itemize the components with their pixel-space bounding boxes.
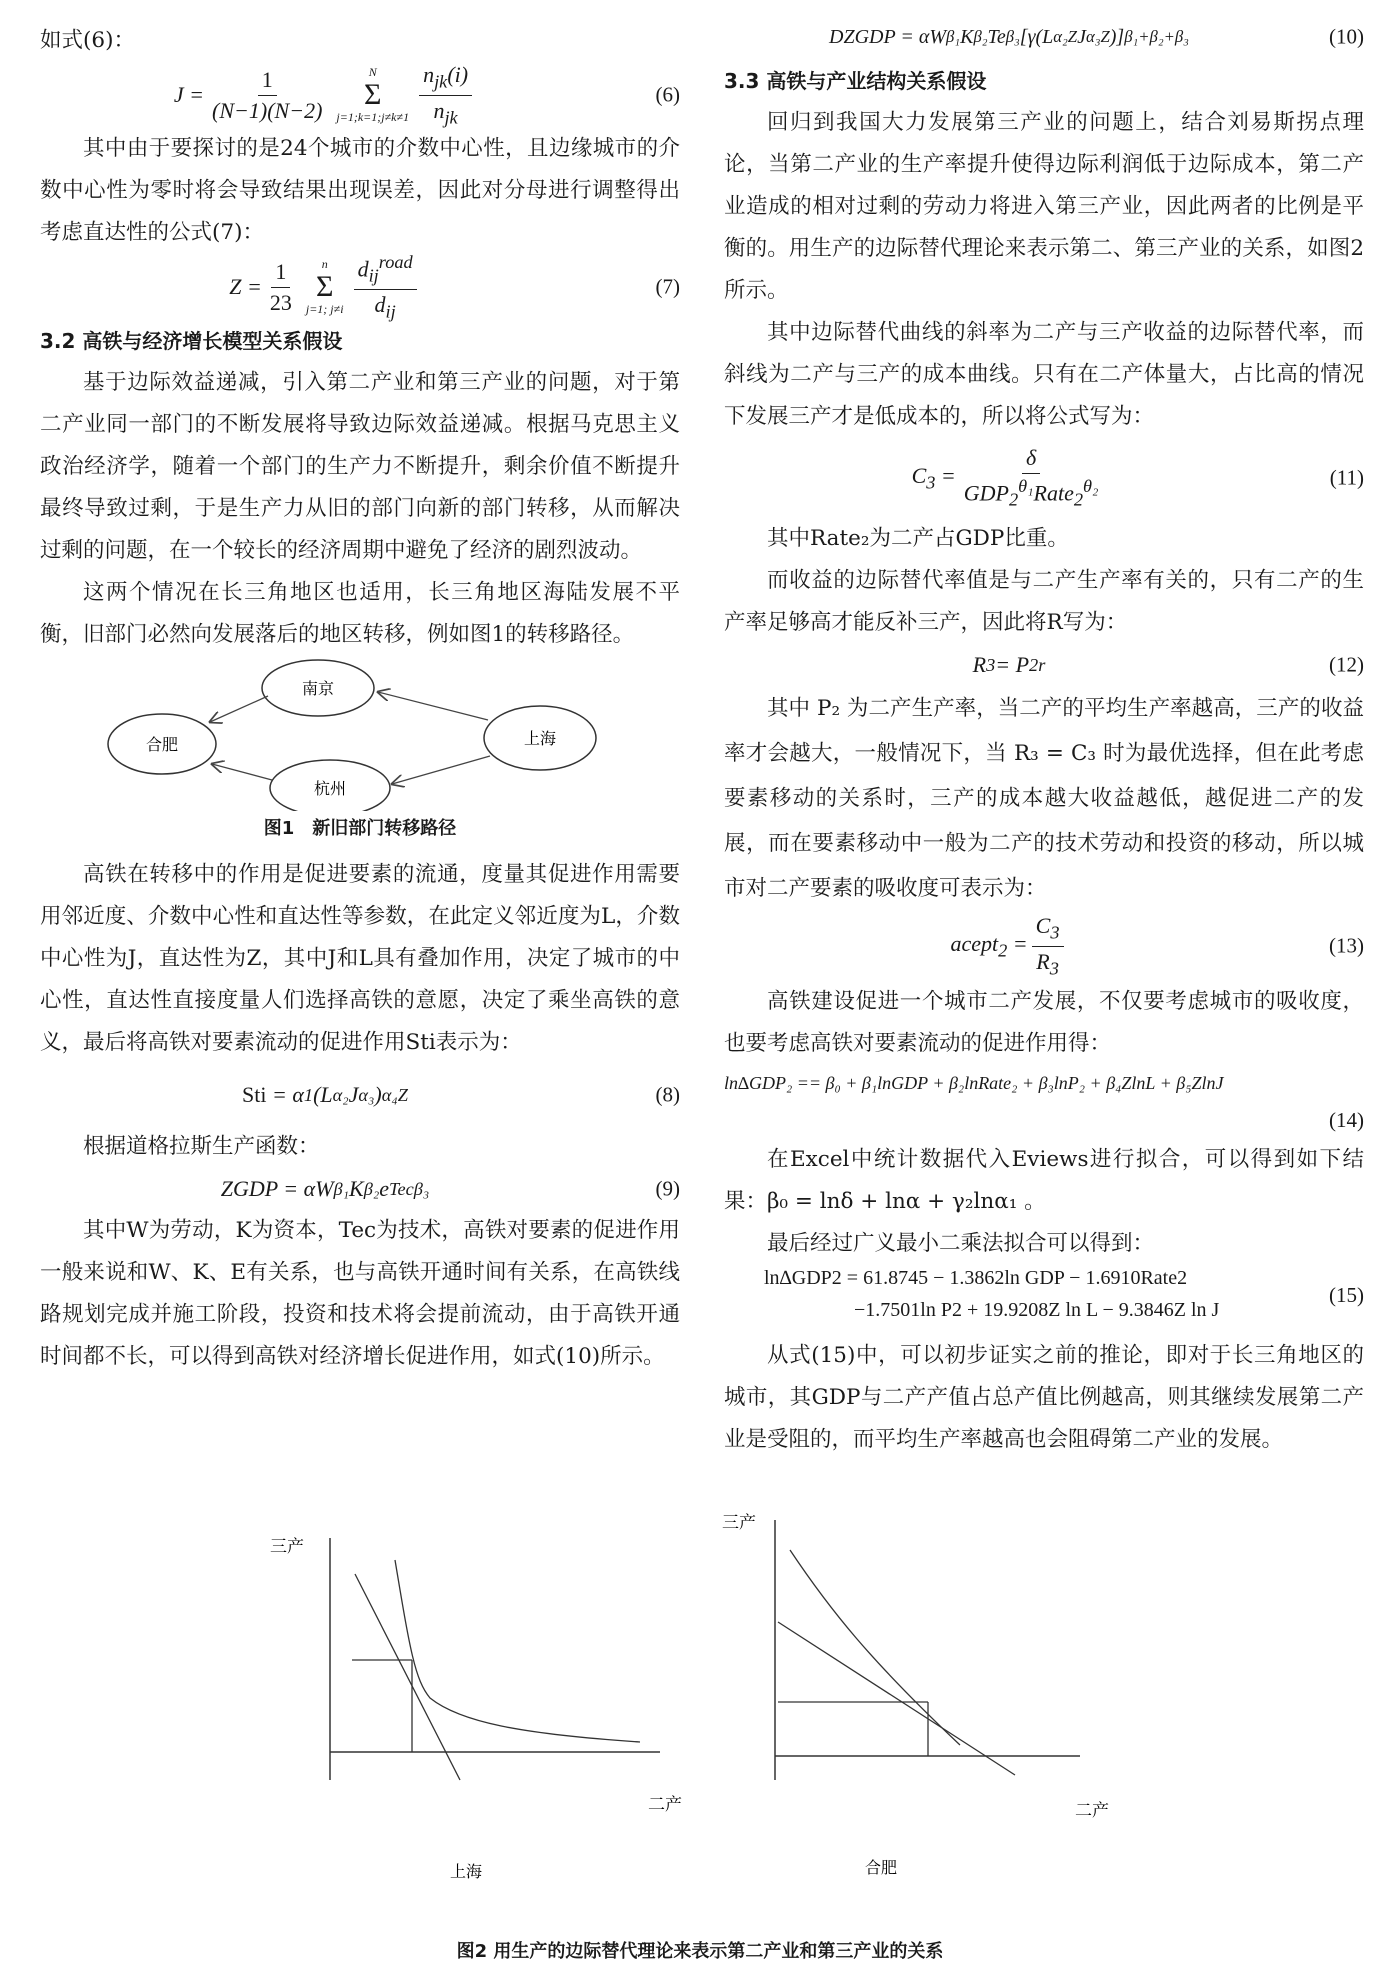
equation-9: ZGDP = αW β₁ K β₂ e Tecβ₃ (9)	[220, 1176, 680, 1201]
equation-6: J = $\frac{1}{(N-1)(N-2)}$ N Σ j=1;k=1;j≠k≠1 $\frac{n_{jk}(i)}{n_{jk}}$ (6)	[173, 62, 680, 127]
equation-number: (13)	[1329, 933, 1364, 958]
equation-number: (10)	[1329, 24, 1364, 49]
figure-1-diagram	[40, 656, 680, 811]
equation-15	[724, 1265, 1364, 1335]
paragraph: 如式(6)：	[40, 28, 135, 53]
equation-13: acept$_2$ = $\frac{C_3}{R_3}$ (13)	[950, 913, 1364, 978]
equation-number: (8)	[655, 1082, 680, 1107]
right-column	[724, 20, 1364, 1461]
x-axis-label: 二产	[648, 1795, 682, 1815]
figure-2-diagram	[0, 1510, 1400, 1930]
paragraph: 最后经过广义最小二乘法拟合可以得到：	[767, 1231, 1155, 1256]
paragraph: 而收益的边际替代率值是与二产生产率有关的，只有二产的生产率足够高才能反补三产，因此将R写为：	[724, 568, 1364, 635]
node-label: 杭州	[313, 779, 347, 798]
equation-10: DZGDP = αW β₁ K β₂ Te β₃ [γ(L α₂Z J α₃Z )] β₁+β₂+β₃ (10)	[829, 24, 1364, 49]
equation-number: (11)	[1329, 465, 1364, 490]
equation-line: −1.7501ln P2 + 19.9208Z ln L − 9.3846Z ln J	[854, 1299, 1220, 1321]
paragraph: 在Excel中统计数据代入Eviews进行拟合，可以得到如下结果：β₀ = lnδ + lnα + γ₂lnα₁ 。	[724, 1147, 1364, 1214]
paragraph: 其中由于要探讨的是24个城市的介数中心性，且边缘城市的介数中心性为零时将会导致结果出现误差，因此对分母进行调整得出考虑直达性的公式(7)：	[40, 136, 680, 245]
equation-line: ln∆GDP2 = 61.8745 − 1.3862ln GDP − 1.6910Rate2	[764, 1267, 1188, 1289]
chart-title: 上海	[450, 1862, 483, 1881]
cost-line	[355, 1574, 460, 1780]
equation-12: R 3 = P 2 r (12)	[972, 652, 1364, 677]
equation-number: (14)	[1329, 1108, 1364, 1132]
indifference-curve	[395, 1560, 640, 1742]
cost-line	[778, 1622, 1015, 1775]
indifference-curve-part	[790, 1550, 960, 1745]
paragraph: 其中 P₂ 为二产生产率，当二产的平均生产率越高，三产的收益率才会越大，一般情况下，当 R₃ = C₃ 时为最优选择，但在此考虑要素移动的关系时，三产的成本越大收益越低，越促进二产的发展，而在要素移动中一般为二产的技术劳动和投资的移动，所以城市对二产要素的吸收度可表示为：	[724, 696, 1364, 901]
chart-title: 合肥	[865, 1858, 898, 1877]
paragraph: 从式(15)中，可以初步证实之前的推论，即对于长三角地区的城市，其GDP与二产产值占总产值比例越高，则其继续发展第二产业是受阻的，而平均生产率越高也会阻碍第二产业的发展。	[724, 1343, 1364, 1452]
equation-7: Z = $\frac{1}{23}$ n Σ j=1; j≠i $\frac{d_{ij}^{road}}{d_{ij}}$ (7)	[229, 251, 680, 322]
paragraph: 高铁建设促进一个城市二产发展，不仅要考虑城市的吸收度，也要考虑高铁对要素流动的促进作用得：	[724, 989, 1364, 1056]
paragraph: 其中Rate₂为二产占GDP比重。	[767, 526, 1069, 551]
equation-8: Sti = α 1 (L α₂ J α₃ ) α₄Z (8)	[242, 1082, 680, 1107]
figure-2	[0, 1510, 1400, 1970]
paragraph: 高铁在转移中的作用是促进要素的流通，度量其促进作用需要用邻近度、介数中心性和直达性等参数，在此定义邻近度为L，介数中心性为J，直达性为Z，其中J和L具有叠加作用，决定了城市的中心性，直达性直接度量人们选择高铁的意愿，决定了乘坐高铁的意义，最后将高铁对要素流动的促进作用Sti表示为：	[40, 862, 680, 1055]
equation-number: (12)	[1329, 652, 1364, 677]
section-heading-3-3: 3.3 高铁与产业结构关系假设	[724, 69, 987, 93]
arrow	[212, 764, 272, 780]
paragraph: 基于边际效益递减，引入第二产业和第三产业的问题，对于第二产业同一部门的不断发展将导致边际效益递减。根据马克思主义政治经济学，随着一个部门的生产力不断提升，剩余价值不断提升最终导致过剩，于是生产力从旧的部门向新的部门转移，从而解决过剩的问题，在一个较长的经济周期中避免了经济的剧烈波动。	[40, 370, 680, 563]
equation-14	[724, 1065, 1364, 1139]
figure-caption: 图1 新旧部门转移路径	[263, 818, 457, 839]
node-label: 合肥	[145, 735, 179, 754]
paragraph: 其中W为劳动，K为资本，Tec为技术，高铁对要素的促进作用一般来说和W、K、E有关系，也与高铁开通时间有关系，在高铁线路规划完成并施工阶段，投资和技术将会提前流动，由于高铁开通时间都不长，可以得到高铁对经济增长促进作用，如式(10)所示。	[40, 1218, 680, 1369]
left-column	[40, 20, 680, 1378]
paragraph: 回归到我国大力发展第三产业的问题上，结合刘易斯拐点理论，当第二产业的生产率提升使得边际利润低于边际成本，第二产业造成的相对过剩的劳动力将进入第三产业，因此两者的比例是平衡的。用生产的边际替代理论来表示第二、第三产业的关系，如图2所示。	[724, 110, 1364, 303]
equation-number: (6)	[655, 82, 680, 107]
arrow	[210, 696, 268, 722]
paragraph: 其中边际替代曲线的斜率为二产与三产收益的边际替代率，而斜线为二产与三产的成本曲线。只有在二产体量大，占比高的情况下发展三产才是低成本的，所以将公式写为：	[724, 320, 1364, 429]
node-label: 上海	[523, 729, 557, 748]
y-axis-label: 三产	[270, 1537, 304, 1557]
figure-caption: 图2 用生产的边际替代理论来表示第二产业和第三产业的关系	[456, 1941, 944, 1962]
x-axis-label: 二产	[1075, 1801, 1109, 1821]
equation-number: (15)	[1329, 1283, 1364, 1307]
figure-1	[40, 656, 680, 846]
node-label: 南京	[301, 679, 335, 698]
paragraph: 根据道格拉斯生产函数：	[83, 1134, 320, 1159]
equation-number: (7)	[655, 274, 680, 299]
arrow	[378, 692, 488, 720]
paragraph: 这两个情况在长三角地区也适用，长三角地区海陆发展不平衡，旧部门必然向发展落后的地区转移，例如图1的转移路径。	[40, 580, 680, 647]
arrow	[392, 756, 490, 784]
equation-11: $C_3$ = $\frac{\delta}{GDP_2^{\theta_1}Rate_2^{\theta_2}}$ (11)	[911, 445, 1364, 510]
equation-number: (9)	[655, 1176, 680, 1201]
equation-body: ln∆GDP₂ == β₀ + β₁lnGDP + β₂lnRate₂ + β₃lnP₂ + β₄ZlnL + β₅ZlnJ	[724, 1073, 1224, 1093]
y-axis-label: 三产	[722, 1513, 756, 1533]
section-heading-3-2: 3.2 高铁与经济增长模型关系假设	[40, 329, 343, 353]
